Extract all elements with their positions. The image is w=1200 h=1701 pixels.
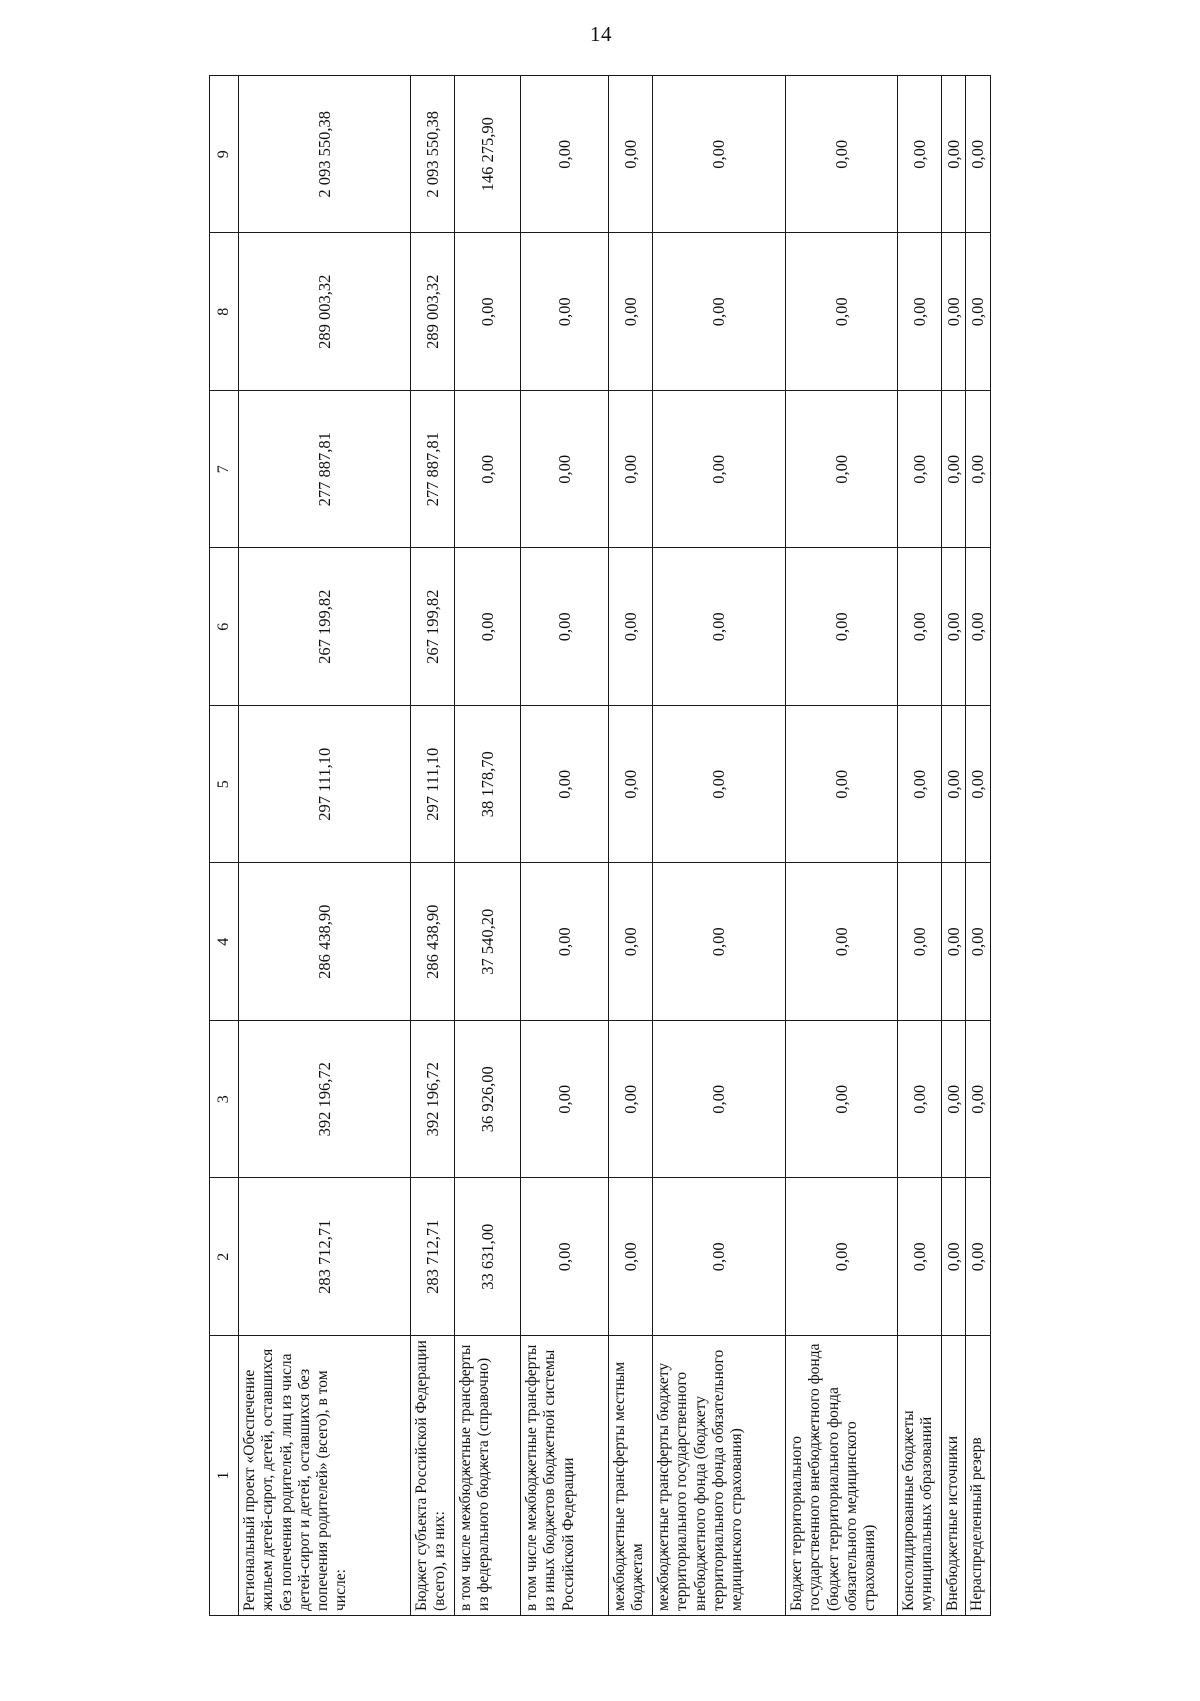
table-cell: 0,00	[653, 706, 786, 864]
row-label: Внебюджетные источники	[942, 1336, 966, 1616]
column-number-header: 3	[210, 1021, 239, 1179]
table-cell: 0,00	[898, 76, 942, 234]
table-cell: 0,00	[609, 1178, 653, 1336]
table-cell: 0,00	[609, 863, 653, 1021]
column-number-header: 4	[210, 863, 239, 1021]
table-row	[653, 76, 786, 1616]
table-cell: 2 093 550,38	[239, 76, 411, 234]
row-label: Бюджет территориального государственного внебюджетного фонда (бюджет территориального фонда обязательного медицинского страхования)	[786, 1336, 898, 1616]
table-cell: 0,00	[786, 1021, 898, 1179]
table-cell: 392 196,72	[239, 1021, 411, 1179]
row-label: в том числе межбюджетные трансферты из иных бюджетов бюджетной системы Российской Федерации	[521, 1336, 609, 1616]
table-cell: 0,00	[942, 706, 966, 864]
table-cell: 286 438,90	[411, 863, 455, 1021]
table-cell: 146 275,90	[455, 76, 521, 234]
table-cell: 297 111,10	[411, 706, 455, 864]
table-cell: 0,00	[653, 548, 786, 706]
table-cell: 0,00	[898, 391, 942, 549]
table-cell: 289 003,32	[411, 233, 455, 391]
table-cell: 286 438,90	[239, 863, 411, 1021]
table-header-row	[210, 76, 239, 1616]
table-cell: 0,00	[942, 391, 966, 549]
table-cell: 0,00	[653, 233, 786, 391]
row-label: Нераспределенный резерв	[966, 1336, 990, 1616]
table-cell: 283 712,71	[411, 1178, 455, 1336]
table-cell: 0,00	[521, 233, 609, 391]
table-cell: 277 887,81	[239, 391, 411, 549]
table-cell: 2 093 550,38	[411, 76, 455, 234]
table-cell: 0,00	[786, 1178, 898, 1336]
table-cell: 0,00	[609, 1021, 653, 1179]
table-row	[609, 76, 653, 1616]
row-label: Бюджет субъекта Российской Федерации (всего), из них:	[411, 1336, 455, 1616]
table-cell: 0,00	[609, 706, 653, 864]
column-number-header: 5	[210, 706, 239, 864]
table-cell: 37 540,20	[455, 863, 521, 1021]
table-cell: 0,00	[898, 863, 942, 1021]
table-cell: 0,00	[653, 391, 786, 549]
table-cell: 0,00	[898, 548, 942, 706]
table-cell: 392 196,72	[411, 1021, 455, 1179]
table-cell: 283 712,71	[239, 1178, 411, 1336]
row-label: Консолидированные бюджеты муниципальных образований	[898, 1336, 942, 1616]
row-label: Региональный проект «Обеспечение жильем детей-сирот, детей, оставшихся без попечения родителей, лиц из числа детей-сирот и детей, оставшихся без попечения родителей» (всего), в том числе:	[239, 1336, 411, 1616]
table-cell: 0,00	[455, 233, 521, 391]
table-cell: 0,00	[898, 1021, 942, 1179]
table-cell: 0,00	[942, 548, 966, 706]
table-cell: 277 887,81	[411, 391, 455, 549]
table-row	[455, 76, 521, 1616]
table-cell: 0,00	[521, 1178, 609, 1336]
table-cell: 0,00	[966, 1178, 990, 1336]
table-cell: 0,00	[609, 391, 653, 549]
table-cell: 38 178,70	[455, 706, 521, 864]
table-row	[411, 76, 455, 1616]
table-cell: 0,00	[609, 76, 653, 234]
table-cell: 0,00	[966, 706, 990, 864]
budget-table	[209, 75, 991, 1616]
table-cell: 0,00	[966, 863, 990, 1021]
table-cell: 0,00	[609, 548, 653, 706]
table-cell: 0,00	[455, 391, 521, 549]
row-label: в том числе межбюджетные трансферты из федерального бюджета (справочно)	[455, 1336, 521, 1616]
table-cell: 0,00	[786, 706, 898, 864]
table-cell: 0,00	[521, 76, 609, 234]
table-cell: 0,00	[653, 1021, 786, 1179]
table-cell: 33 631,00	[455, 1178, 521, 1336]
table-cell: 0,00	[942, 76, 966, 234]
table-cell: 0,00	[653, 76, 786, 234]
column-number-header: 7	[210, 391, 239, 549]
table-cell: 0,00	[966, 233, 990, 391]
table-cell: 0,00	[786, 863, 898, 1021]
table-cell: 0,00	[942, 233, 966, 391]
table-cell: 267 199,82	[411, 548, 455, 706]
rotated-table-container	[209, 76, 988, 1616]
table-cell: 0,00	[942, 863, 966, 1021]
table-cell: 0,00	[786, 548, 898, 706]
table-row	[898, 76, 942, 1616]
table-row	[966, 76, 990, 1616]
table-cell: 0,00	[609, 233, 653, 391]
table-cell: 0,00	[966, 1021, 990, 1179]
table-cell: 0,00	[786, 76, 898, 234]
table-cell: 0,00	[653, 1178, 786, 1336]
column-number-header: 1	[210, 1336, 239, 1616]
row-label: межбюджетные трансферты местным бюджетам	[609, 1336, 653, 1616]
table-cell: 297 111,10	[239, 706, 411, 864]
table-cell: 0,00	[521, 706, 609, 864]
table-cell: 0,00	[521, 863, 609, 1021]
table-cell: 0,00	[942, 1021, 966, 1179]
table-cell: 0,00	[455, 548, 521, 706]
table-cell: 0,00	[786, 233, 898, 391]
table-cell: 0,00	[786, 391, 898, 549]
table-cell: 289 003,32	[239, 233, 411, 391]
table-cell: 36 926,00	[455, 1021, 521, 1179]
column-number-header: 8	[210, 233, 239, 391]
column-number-header: 2	[210, 1178, 239, 1336]
table-cell: 0,00	[966, 391, 990, 549]
table-row	[239, 76, 411, 1616]
table-cell: 267 199,82	[239, 548, 411, 706]
table-cell: 0,00	[521, 391, 609, 549]
table-cell: 0,00	[942, 1178, 966, 1336]
table-cell: 0,00	[898, 1178, 942, 1336]
table-cell: 0,00	[653, 863, 786, 1021]
table-cell: 0,00	[898, 706, 942, 864]
table-cell: 0,00	[966, 76, 990, 234]
row-label: межбюджетные трансферты бюджету территориального государственного внебюджетного фонда (бюджету территориального фонда обязательного медицинского страхования)	[653, 1336, 786, 1616]
table-cell: 0,00	[898, 233, 942, 391]
table-row	[786, 76, 898, 1616]
column-number-header: 6	[210, 548, 239, 706]
page-number: 14	[590, 22, 612, 46]
table-row	[521, 76, 609, 1616]
table-cell: 0,00	[521, 548, 609, 706]
table-cell: 0,00	[966, 548, 990, 706]
table-cell: 0,00	[521, 1021, 609, 1179]
column-number-header: 9	[210, 76, 239, 234]
table-row	[942, 76, 966, 1616]
